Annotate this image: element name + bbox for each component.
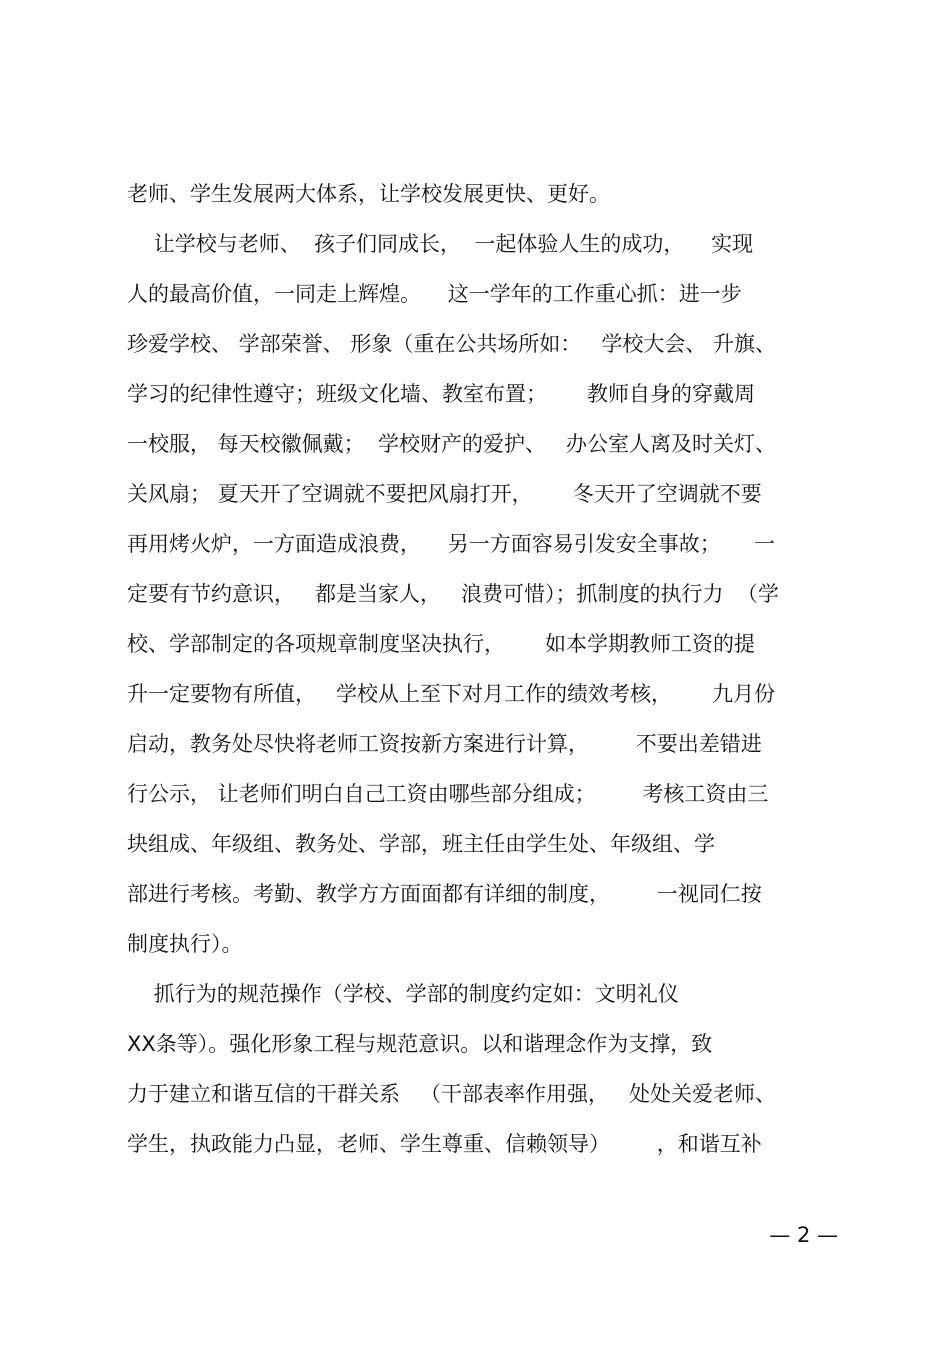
- text-line: 制度执行）。: [127, 932, 243, 956]
- text-line: 一校服， 每天校徽佩戴； 学校财产的爱护、 办公室人离及时关灯、: [127, 432, 777, 456]
- text-line: 珍爱学校、 学部荣誉、 形象（重在公共场所如： 学校大会、 升旗、: [127, 332, 777, 356]
- text-line: 力于建立和谐互信的干群关系 （干部表率作用强， 处处关爱老师、: [127, 1082, 777, 1106]
- text-line: XX条等）。强化形象工程与规范意识。以和谐理念作为支撑，致: [127, 1032, 713, 1056]
- text-line: 关风扇； 夏天开了空调就不要把风扇打开， 冬天开了空调就不要: [127, 482, 762, 506]
- text-line: 让学校与老师、 孩子们同成长， 一起体验人生的成功， 实现: [127, 232, 754, 256]
- text-line: 行公示， 让老师们明白自己工资由哪些部分组成； 考核工资由三: [127, 782, 769, 806]
- text-line: 升一定要物有所值， 学校从上至下对月工作的绩效考核， 九月份: [127, 682, 776, 706]
- text-line: 块组成、年级组、教务处、学部，班主任由学生处、年级组、学: [127, 832, 715, 856]
- text-line: 学生，执政能力凸显，老师、学生尊重、信赖领导） ，和谐互补: [127, 1132, 762, 1156]
- text-line: 学习的纪律性遵守；班级文化墙、教室布置； 教师自身的穿戴周: [127, 382, 756, 406]
- text-line: 启动，教务处尽快将老师工资按新方案进行计算， 不要出差错进: [127, 732, 762, 756]
- page-number: — 2 —: [769, 1223, 838, 1247]
- text-line: 再用烤火炉，一方面造成浪费， 另一方面容易引发安全事故； 一: [127, 532, 776, 556]
- text-line: 部进行考核。考勤、教学方方面面都有详细的制度， 一视同仁按: [127, 882, 762, 906]
- text-line: 抓行为的规范操作（学校、学部的制度约定如：文明礼仪: [127, 982, 679, 1006]
- text-line: 校、学部制定的各项规章制度坚决执行， 如本学期教师工资的提: [127, 632, 756, 656]
- text-line: 定要有节约意识， 都是当家人， 浪费可惜）；抓制度的执行力 （学: [127, 582, 779, 606]
- text-line: 老师、学生发展两大体系，让学校发展更快、更好。: [127, 182, 610, 206]
- text-line: 人的最高价值，一同走上辉煌。 这一学年的工作重心抓：进一步: [127, 282, 742, 306]
